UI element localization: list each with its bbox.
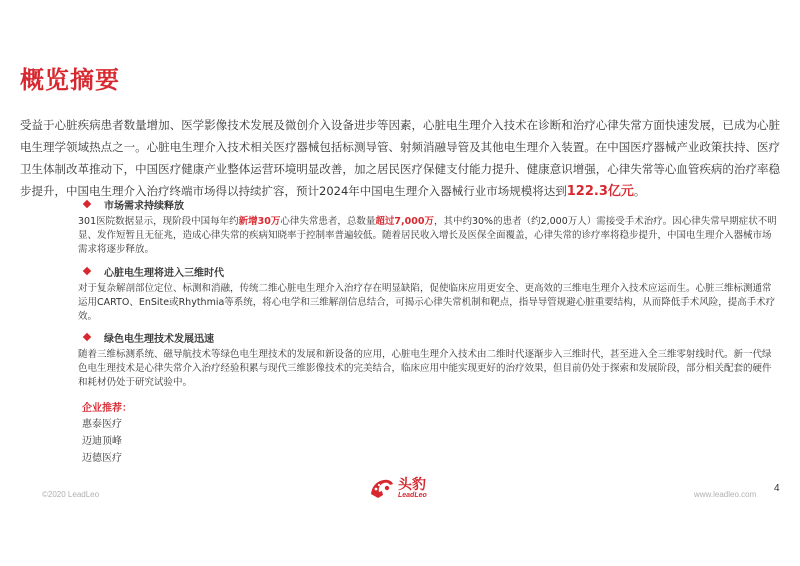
logo-text-en: LeadLeo [398,492,427,499]
page-title: 概览摘要 [20,66,120,94]
leadleo-logo [368,474,438,504]
company-item: 惠泰医疗 [82,419,122,430]
section-heading: 绿色电生理技术发展迅速 [104,333,214,345]
market-size-highlight: 122.3亿元 [566,184,634,199]
company-item: 迈迪顶峰 [82,436,122,447]
section-body: 301医院数据显示，现阶段中国每年约新增30万心律失常患者，总数量超过7,000万，其中约30%的患者（约2,000万人）需接受手术治疗。因心律失常早期症状不明显、发作短暂且无征兆，造成心律失常的疾病知晓率于控制率普遍较低。随着居民收入增长及医保全面覆盖，心律失常的诊疗率将稳步提升，中国电生理介入器械市场需求将逐步释放。 [78,216,777,255]
page-number: 4 [774,483,780,494]
section-body: 对于复杂解剖部位定位、标测和消融，传统二维心脏电生理介入治疗存在明显缺陷，促使临床应用更安全、更高效的三维电生理介入技术应运而生。心脏三维标测通常运用CARTO、EnSite或Rhythmia等系统，将心电学和三维解剖信息结合，可揭示心律失常机制和靶点，指导导管规避心脏重要结构，从而降低手术风险，提高手术疗效。 [78,283,776,322]
company-recommend-heading: 企业推荐： [82,403,132,414]
company-list [82,416,122,467]
highlight-total-patients: 超过7,000万 [375,216,434,227]
footer-copyright: ©2020 LeadLeo [42,490,100,499]
section-heading: 心脏电生理将进入三维时代 [104,267,224,279]
section-green-ep [78,329,780,390]
section-body: 随着三维标测系统、磁导航技术等绿色电生理技术的发展和新设备的应用，心脏电生理介入技术由二维时代逐渐步入三维时代，甚至进入全三维零射线时代。新一代绿色电生理技术是心律失常介入治疗经验积累与现代三维影像技术的完美结合，临床应用中能实现更好的治疗效果，但目前仍处于探索和发展阶段，部分相关配套的硬件和耗材仍处于研究试验中。 [78,349,772,388]
intro-text: 受益于心脏疾病患者数量增加、医学影像技术发展及微创介入设备进步等因素，心脏电生理介入技术在诊断和治疗心律失常方面快速发展，已成为心脏电生理学领域热点之一。心脏电生理介入技术相关医疗器械包括标测导管、射频消融导管及其他电生理介入装置。在中国医疗器械产业政策扶持、医疗卫生体制改革推动下，中国医疗健康产业整体运营环境明显改善，加之居民医疗保健支付能力提升、健康意识增强，心律失常等心血管疾病的治疗率稳步提升，中国电生理介入治疗终端市场得以持续扩容，预计2024年中国电生理介入器械行业市场规模将达到 [20,118,780,198]
section-market-demand [78,196,780,257]
intro-paragraph [20,114,780,203]
highlight-new-patients: 新增30万 [238,216,281,227]
section-3d-era [78,263,780,324]
logo-text-cn: 头豹 [398,477,426,493]
intro-text-end: 。 [633,184,646,198]
company-item: 迈德医疗 [82,453,122,464]
diamond-bullet-icon [83,333,91,341]
section-heading: 市场需求持续释放 [104,200,184,212]
footer-website: www.leadleo.com [694,490,757,499]
diamond-bullet-icon [83,267,91,275]
leopard-icon [368,474,396,502]
diamond-bullet-icon [83,200,91,208]
